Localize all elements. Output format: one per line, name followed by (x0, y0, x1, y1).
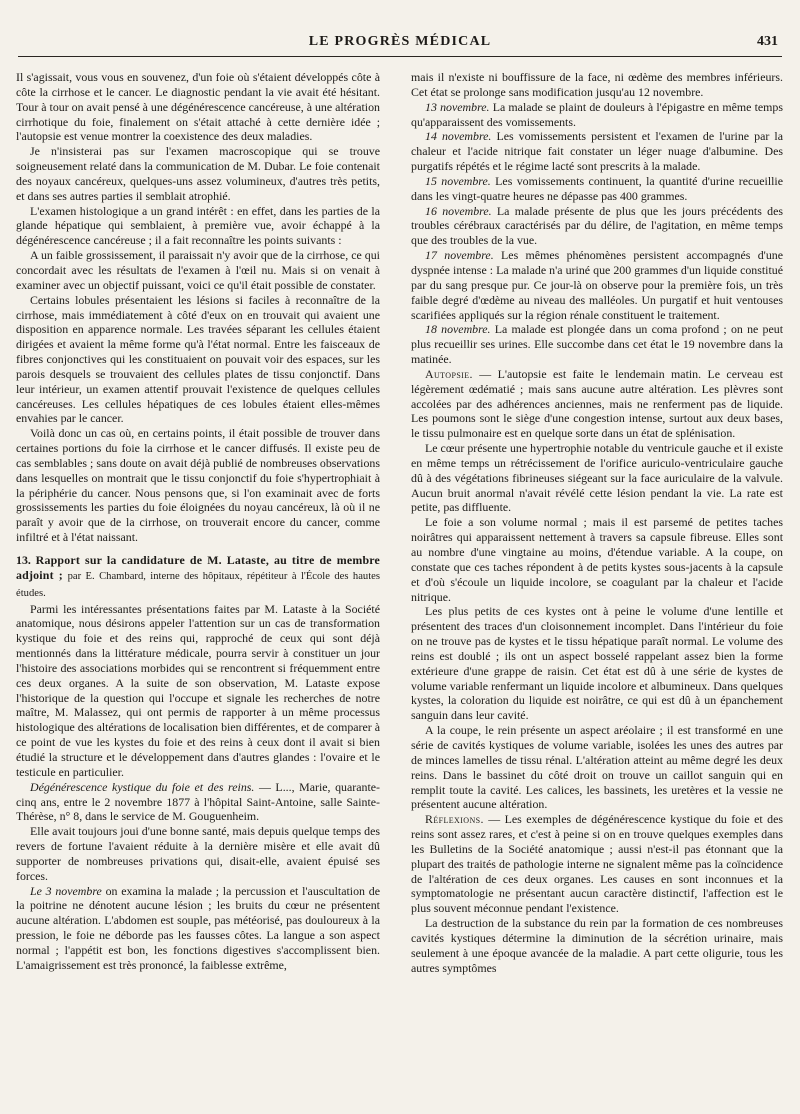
paragraph: mais il n'existe ni bouffissure de la face, ni œdème des membres inférieurs. Cet état se prolonge sans modification jusqu'au 12 novembre. (411, 70, 783, 99)
paragraph: Le cœur présente une hypertrophie notable du ventricule gauche et il existe en même temps un rétrécissement de l'orifice auriculo-ventriculaire gauche dû à des végétations fibrineuses siégeant sur la face auriculaire de la valvule. Aucun bruit anormal n'avait révélé cette lésion pendant la vie. La rate est petite, pas diffluente. (411, 441, 783, 515)
running-title: LE PROGRÈS MÉDICAL (308, 34, 492, 49)
date-label: 14 novembre. (425, 129, 492, 144)
date-label: 18 novembre. (425, 322, 491, 337)
date-label: 16 novembre. (425, 203, 492, 218)
paragraph: Je n'insisterai pas sur l'examen macroscopique qui se trouve soigneusement relaté dans la communication de M. Dubar. Le foie contenait des noyaux cancéreux, quelques-uns assez volumineux, d'autres très petits, et dans ses autres parties il semblait atrophié. (16, 144, 380, 203)
paragraph: A la coupe, le rein présente un aspect aréolaire ; il est transformé en une série de cavités kystiques de volume variable, isolées les unes des autres par de minces lamelles de tissu rénal. L'altération atteint au même degré les deux reins. Dans le bassinet du côté droit on trouve un caillot sanguin qui en remplit toute la cavité. Les calices, les bassinets, les uretères et la vessie ne présentent aucune altération. (411, 723, 783, 812)
date-label: 13 novembre. (425, 99, 490, 114)
paragraph: Les plus petits de ces kystes ont à peine le volume d'une lentille et présentent des traces d'un cloisonnement incomplet. Dans l'intérieur du foie on ne trouve pas de kystes et le tissu hépatique paraît normal. Le volume des reins est doublé ; ils ont un aspect bosselé rappelant assez bien la forme extérieure d'une grappe de raisin. Cet état est dû à une série de kystes de volume variable renfermant un liquide incolore et albumineux. Dans quelques kystes, la coloration du liquide est noirâtre, ce qui est dû à un épanchement sanguin dans leur cavité. (411, 604, 783, 723)
autopsy-text: — L'autopsie est faite le lendemain matin. Le cerveau est légèrement œdématié ; mais sans aucune autre altération. Les plèvres sont accolées par des adhérences anciennes, mais ne renferment pas de liquide. Les poumons sont le siège d'une congestion intense, surtout aux deux bases, le tissu pulmonaire est en quelque sorte dans un état de splénisation. (411, 366, 783, 441)
paragraph (16, 884, 380, 973)
paragraph (411, 367, 783, 441)
date-entry: La malade se plaint de douleurs à l'épigastre en même temps qu'apparaissent des vomissements. (411, 99, 783, 129)
autopsy-heading: Autopsie. (425, 366, 473, 381)
section-title: Rapport sur la candidature de M. Lataste, au titre de membre adjoint ; (16, 553, 380, 582)
left-column (16, 70, 380, 973)
paragraph: Certains lobules présentaient les lésions si faciles à reconnaître de la cirrhose, mais immédiatement à côté d'eux on en trouvait qui avaient une disposition en apparence normale. Les travées séparant les cellules étaient dirigées et avaient la même forme qu'à l'état normal. Entre les faisceaux de fibres conjonctives qui les constituaient on pouvait voir des espaces, sur les parois desquels se trouvaient des cellules plates de tissu conjonctif. Dans leur intérieur, un examen attentif prouvait l'existence de quelques cellules cancéreuses. Les cellules hépatiques de ces lobules étaient elles-mêmes envahies par le cancer. (16, 292, 380, 426)
paragraph: A un faible grossissement, il paraissait n'y avoir que de la cirrhose, ce qui concordait avec les résultats de l'examen à l'œil nu. Mais si on venait à examiner avec un objectif puissant, voici ce qu'il était possible de constater. (16, 248, 380, 292)
case-title: Dégénérescence kystique du foie et des reins. (30, 779, 255, 794)
section-number: 13. (16, 553, 31, 567)
date-entry: Les vomissements persistent et l'examen de l'urine par la chaleur et l'acide nitrique fait constater un léger nuage d'albumine. Des purgatifs répétés et le régime lacté sont prescrits à la malade. (411, 129, 783, 174)
section-byline: par E. Chambard, interne des hôpitaux, répétiteur à l'École des hautes études. (16, 570, 380, 599)
page-number: 431 (757, 34, 778, 49)
date-label: 15 novembre. (425, 173, 491, 188)
date-entry: on examina la malade ; la percussion et l'auscultation de la poitrine ne dénotent aucune lésion ; les bruits du cœur ne présentent aucune altération. L'abdomen est souple, pas météorisé, pas douloureux à la pression, le foie ne déborde pas les fausses côtes. La langue a son aspect normal ; l'appétit est bon, les fonctions digestives s'accomplissent bien. L'amaigrissement est très prononcé, la faiblesse extrême, (16, 883, 380, 972)
paragraph (411, 248, 783, 322)
date-entry: Les mêmes phénomènes persistent accompagnés d'une dyspnée intense : La malade n'a uriné que 200 grammes d'un liquide constitué par du sang presque pur. Ce jour-là on observe pour la première fois, un très faible degré d'œdème au niveau des malléoles. Un purgatif et huit ventouses scarifiées appliqués sur la région rénale constituent le traitement. (411, 248, 783, 322)
paragraph (411, 174, 783, 204)
date-label: 17 novembre. (425, 248, 494, 263)
paragraph: Elle avait toujours joui d'une bonne santé, mais depuis quelque temps des revers de fortune l'avaient réduite à la dernière misère et elle avait dû supporter de nombreuses privations qui, disait-elle, avaient épuisé ses forces. (16, 824, 380, 883)
paragraph: L'examen histologique a un grand intérêt : en effet, dans les parties de la glande hépatique qui semblaient, à première vue, avoir échappé à la dégénérescence cancéreuse ; il a fait reconnaître les points suivants : (16, 203, 380, 248)
date-entry: Les vomissements continuent, la quantité d'urine recueillie dans les vingt-quatre heures ne dépasse pas 400 grammes. (411, 173, 784, 203)
paragraph (411, 129, 783, 174)
paragraph: Voilà donc un cas où, en certains points, il était possible de trouver dans certaines portions du foie la cirrhose et le cancer diffusés. Il existe peu de cas semblables ; sans doute on avait déjà publié de nombreuses observations dans lesquelles on montrait que le tissu conjonctif du foie s'hypertrophiait à la périphérie du cancer. Nous pensons que, si l'on examinait avec de forts grossissements les parties du foie éloignées du noyau cancéreux, là où il ne paraît y avoir que de la cirrhose, on trouverait encore du cancer, comme infiltré et à l'état naissant. (16, 426, 380, 545)
paragraph (411, 204, 783, 249)
date-entry: La malade présente de plus que les jours précédents des troubles cérébraux caractérisés par du délire, de l'agitation, en même temps que des troubles de la vue. (411, 203, 783, 248)
paragraph: La destruction de la substance du rein par la formation de ces nombreuses cavités kystiques détermine la diminution de la sécrétion urinaire, mais seulement à une époque avancée de la maladie. A part cette oligurie, tous les autres symptômes (411, 916, 783, 975)
paragraph: Parmi les intéressantes présentations faites par M. Lataste à la Société anatomique, nous désirons appeler l'attention sur un cas de transformation kystique du foie et des reins qui, rapproché de ceux qui sont déjà mentionnés dans la littérature médicale, pourra servir à constituer un jour l'histoire des associations morbides qui se rencontrent si fréquemment entre ces deux organes. A la suite de son observation, M. Lataste expose l'historique de la question qui l'occupe et signale les recherches de notre maître, M. Malassez, qui ont permis de rapporter à un même processus histologique des altérations de localisation bien différentes, et de comparer à ce point de vue les kystes du foie et des reins à ceux dont il avait si bien étudié la structure et le développement dans d'autres glandes : l'ovaire et le testicule en particulier. (16, 601, 380, 779)
paragraph (16, 780, 380, 825)
reflections-text: — Les exemples de dégénérescence kystique du foie et des reins sont assez rares, et c'est à peine si on en trouve quelques exemples dans les Bulletins de la Société anatomique ; aussi n'est-il pas étonnant que la plupart des traités de pathologie interne ne signalent même pas la coïncidence de l'altération de ces deux organes. Les causes en sont inconnues et la symptomatologie ne présentant aucun caractère distinctif, l'affection est le plus souvent méconnue pendant l'existence. (411, 812, 783, 916)
page-header (18, 34, 782, 57)
paragraph: Il s'agissait, vous vous en souvenez, d'un foie où s'étaient développés côte à côte la cirrhose et le cancer. Le diagnostic pendant la vie avait été hésitant. Tour à tour on avait pensé à une dégénérescence cancéreuse, à une altération cirrhotique du foie, finalement on s'était attaché à cette dernière idée ; l'autopsie est venue montrer la coexistence des deux maladies. (16, 70, 380, 144)
date-entry: La malade est plongée dans un coma profond ; on ne peut plus recueillir ses urines. Elle succombe dans cet état le 19 novembre dans la matinée. (411, 322, 783, 367)
paragraph: Le foie a son volume normal ; mais il est parsemé de petites taches noirâtres qui apparaissent nettement à travers sa capsule fibreuse. Elles sont au nombre d'une vingtaine au moins, d'étendue variable. A la coupe, on constate que ces taches répondent à de petits kystes sous-jacents à la capsule et d'où s'écoule un liquide incolore, se coagulant par la chaleur et l'acide nitrique. (411, 515, 783, 604)
case-intro: — L..., Marie, quarante-cinq ans, entre le 2 novembre 1877 à l'hôpital Saint-Antoine, salle Sainte-Thérèse, n° 8, dans le service de M. Gouguenheim. (16, 779, 380, 824)
right-column (411, 70, 783, 975)
paragraph (411, 100, 783, 130)
paragraph (411, 322, 783, 367)
section-heading (16, 553, 380, 602)
reflections-heading: Réflexions. (425, 812, 484, 827)
date-label: Le 3 novembre (30, 883, 102, 898)
paragraph (411, 812, 783, 916)
